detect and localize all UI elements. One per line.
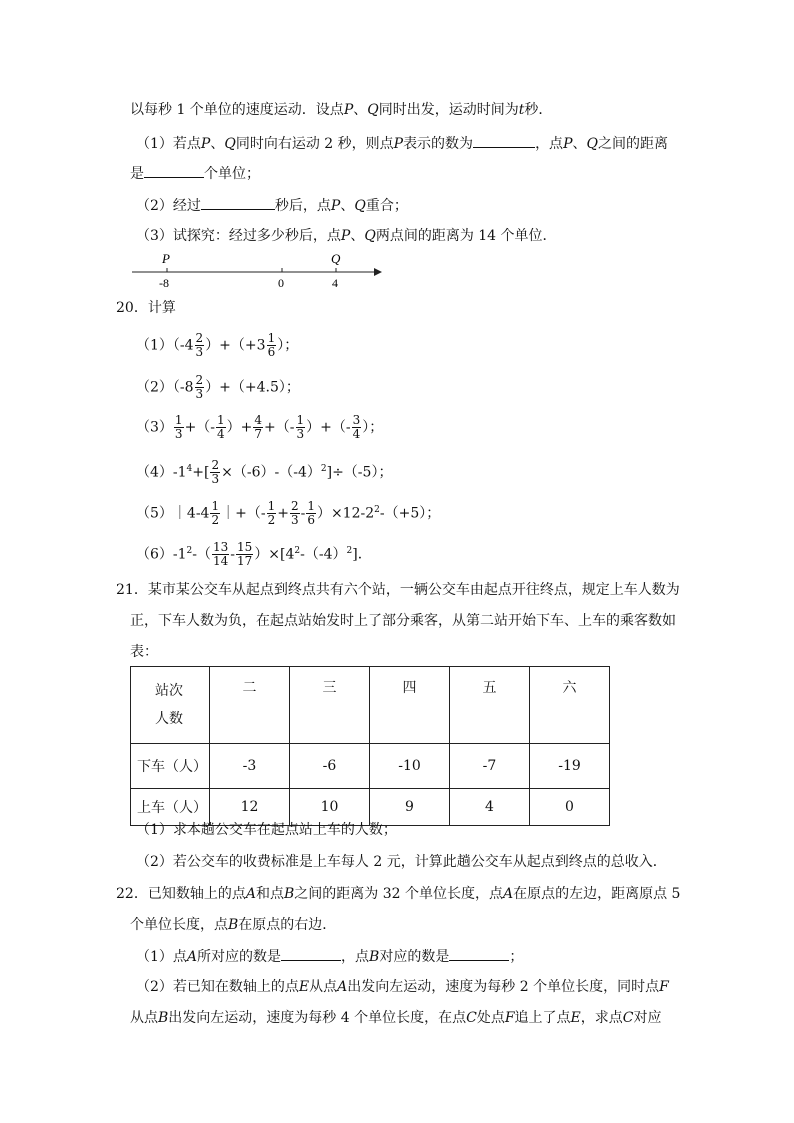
- header-station: 站次: [155, 683, 183, 699]
- q22-sub1: （1）点A所对应的数是 ，点B对应的数是 ；: [136, 946, 523, 967]
- table-cell: 9: [370, 789, 450, 826]
- station-header: 四: [370, 667, 450, 744]
- station-header: 二: [210, 667, 290, 744]
- table-cell: -6: [290, 744, 370, 789]
- answer-blank[interactable]: [201, 195, 275, 210]
- q21-line1: 21．某市某公交车从起点到终点共有六个站，一辆公交车由起点开往终点，规定上车人数为: [116, 582, 680, 598]
- answer-blank[interactable]: [449, 946, 509, 961]
- passenger-table: [130, 666, 610, 826]
- q22-sub2-cont: 从点B出发向左运动，速度为每秒 4 个单位长度，在点C处点F追上了点E，求点C对应: [130, 1010, 662, 1026]
- tick-label: 0: [278, 276, 284, 290]
- answer-blank[interactable]: [144, 163, 204, 178]
- table-cell: -7: [450, 744, 530, 789]
- q20-title: 20．计算: [116, 300, 176, 316]
- table-row: [131, 744, 610, 789]
- station-header: 三: [290, 667, 370, 744]
- table-cell: 10: [290, 789, 370, 826]
- q22-line2: 个单位长度，点B在原点的右边．: [130, 917, 337, 933]
- q20-item2: （2）（-8 $\frac{2}{3}$ ）+（+4.5）；: [136, 373, 300, 401]
- q19-part2: （2）经过 秒后，点P、Q重合；: [136, 195, 408, 216]
- q22-line1: 22．已知数轴上的点A和点B之间的距离为 32 个单位长度，点A在原点的左边，距离原点 5: [116, 886, 681, 902]
- answer-blank[interactable]: [473, 133, 535, 148]
- answer-blank[interactable]: [281, 946, 341, 961]
- number-line: [128, 250, 388, 292]
- table-cell: -10: [370, 744, 450, 789]
- tick-label: 4: [332, 276, 338, 290]
- station-header: 五: [450, 667, 530, 744]
- table-cell: -3: [210, 744, 290, 789]
- table-cell: 0: [530, 789, 610, 826]
- header-people: 人数: [155, 711, 183, 727]
- axis-arrow: [374, 268, 382, 276]
- point-p-label: P: [162, 251, 170, 266]
- q20-item3: （3） $\frac{1}{3}$ +（- $\frac{1}{4}$ ）+ $\frac{4}{7}$ +（- $\frac{1}{3}$ ）+（- $\frac{3}{4}$ ）；: [136, 413, 384, 441]
- q21-line3: 表：: [130, 644, 158, 660]
- q20-item4: $(4)-1^4+$[ $\frac{2}{3}$ $\times(-6)-(-4)^2]\div(-5)$；: [136, 458, 393, 487]
- tick-label: -8: [159, 276, 169, 290]
- q22-sub2: （2）若已知在数轴上的点E从点A出发向左运动，速度为每秒 2 个单位长度，同时点F: [136, 979, 669, 995]
- q19-part1-cont: 是 个单位；: [130, 163, 260, 184]
- row-label: 上车（人）: [131, 789, 210, 826]
- point-q-label: Q: [331, 251, 341, 266]
- table-cell: -19: [530, 744, 610, 789]
- q19-part3: （3）试探究：经过多少秒后，点P、Q两点间的距离为 14 个单位．: [136, 228, 557, 244]
- q20-item6: $(6)-1^2-$（ $\frac{13}{14}$ - $\frac{15}{17}$ ）$\times[4^2-(-4)^2]$．: [136, 540, 372, 569]
- station-header: 六: [530, 667, 610, 744]
- q21-sub2: （2）若公交车的收费标准是上车每人 2 元，计算此趟公交车从起点到终点的总收入．: [136, 854, 667, 870]
- intro-line: 以每秒 1 个单位的速度运动．设点P、Q同时出发，运动时间为t秒．: [130, 102, 553, 118]
- q21-sub1: （1）求本趟公交车在起点站上车的人数；: [136, 822, 397, 838]
- row-label: 下车（人）: [131, 744, 210, 789]
- q20-item5: （5）｜4-4 $\frac{1}{2}$ ｜+（- $\frac{1}{2}$ + $\frac{2}{3}$ - $\frac{1}{6}$ ）$\times 12-2^2-(+5)$；: [136, 499, 441, 528]
- q19-part1: （1）若点P、Q同时向右运动 2 秒，则点P表示的数为 ，点P、Q之间的距离: [136, 133, 668, 154]
- q20-item1: （1）（-4 $\frac{2}{3}$ ）+（+3 $\frac{1}{6}$ ）；: [136, 331, 299, 359]
- q21-line2: 正，下车人数为负，在起点站始发时上了部分乘客，从第二站开始下车、上车的乘客数如: [130, 613, 676, 629]
- table-cell: 12: [210, 789, 290, 826]
- table-corner-cell: [131, 667, 210, 744]
- table-header-row: [131, 667, 610, 744]
- table-cell: 4: [450, 789, 530, 826]
